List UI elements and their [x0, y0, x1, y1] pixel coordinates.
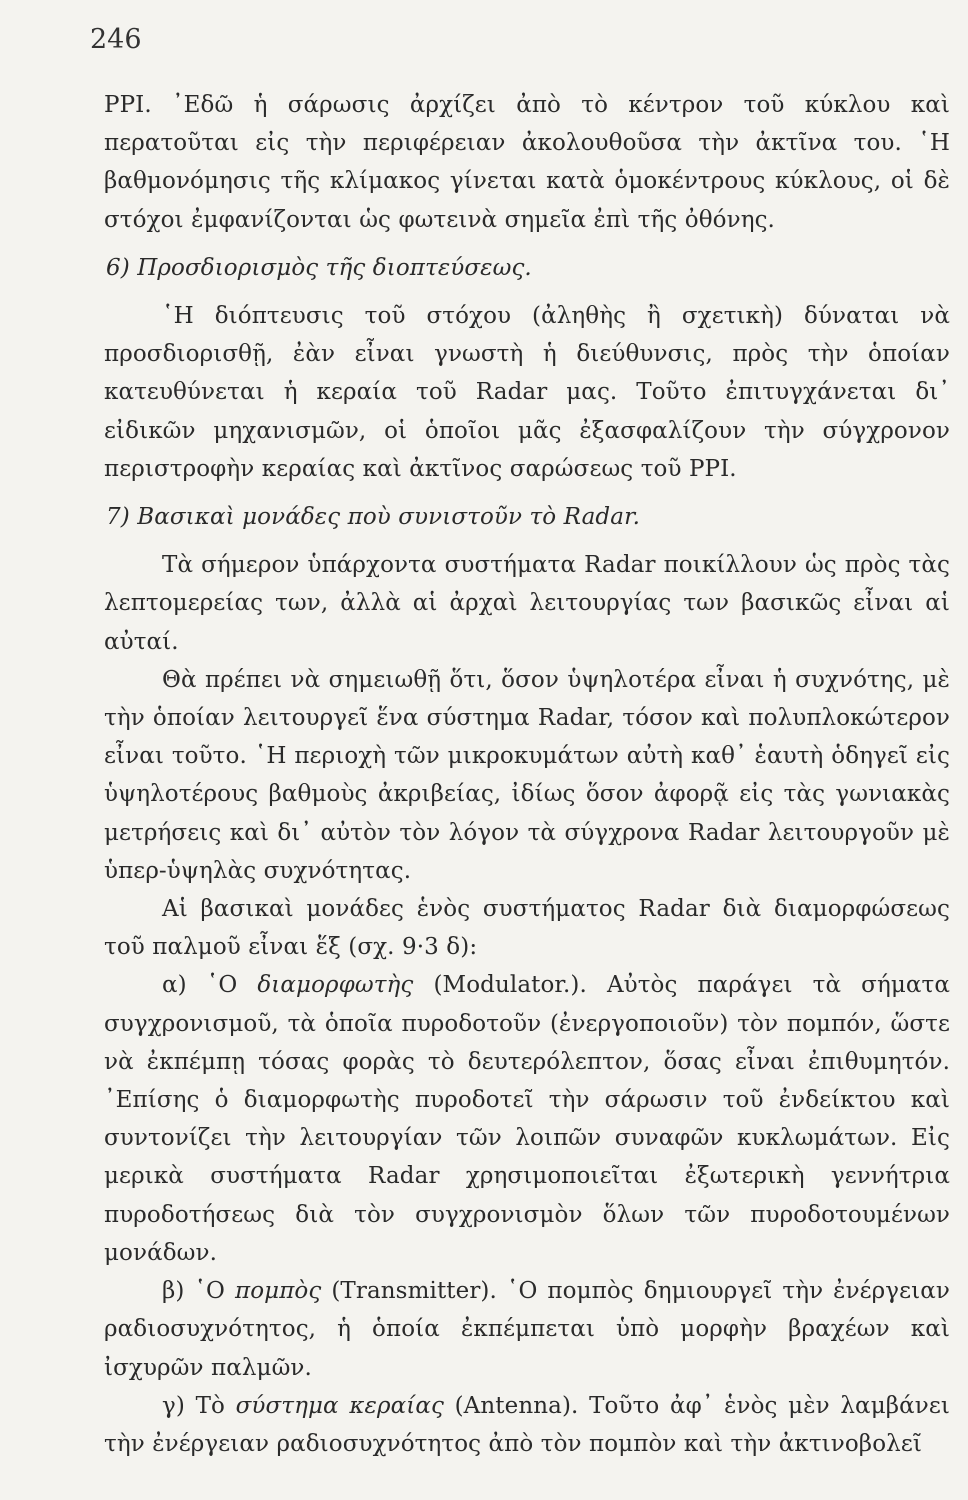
body-text [104, 86, 950, 1463]
section-heading-6: 6) Προσδιορισμὸς τῆς διοπτεύσεως. [106, 254, 532, 281]
item-text: (Transmitter). ῾Ο πομπὸς δημιουργεῖ τὴν ἐνέργειαν ραδιοσυχνότητος, ἡ ὁποία ἐκπέμπεται ὑπὸ μορφὴν βραχέων καὶ ἰσχυρῶν παλμῶν. [104, 1278, 950, 1381]
list-item-modulator [104, 966, 950, 1272]
paragraph-ppi: PPI. ᾿Εδῶ ἡ σάρωσις ἀρχίζει ἀπὸ τὸ κέντρον τοῦ κύκλου καὶ περατοῦται εἰς τὴν περιφέρειαν ἀκολουθοῦσα τὴν ἀκτῖνα του. ῾Η βαθμονόμησις τῆς κλίμακος γίνεται κατὰ ὁμοκέντρους κύκλους, οἱ δὲ στόχοι ἐμφανίζονται ὡς φωτεινὰ σημεῖα ἐπὶ τῆς ὀθόνης. [104, 92, 950, 233]
page-number: 246 [90, 24, 142, 55]
item-label: α) ῾Ο [162, 972, 258, 999]
item-term: διαμορφωτὴς [257, 972, 414, 999]
item-label: β) ῾Ο [162, 1278, 235, 1305]
paragraph-bearing: ῾Η διόπτευσις τοῦ στόχου (ἀληθὴς ἢ σχετικὴ) δύναται νὰ προσδιορισθῇ, ἐὰν εἶναι γνωστὴ ἡ διεύθυνσις, πρὸς τὴν ὁποίαν κατευθύνεται ἡ κεραία τοῦ Radar μας. Τοῦτο ἐπιτυγχάνεται δι᾿ εἰδικῶν μηχανισμῶν, οἱ ὁποῖοι μᾶς ἐξασφαλίζουν τὴν σύγχρονον περιστροφὴν κεραίας καὶ ἀκτῖνος σαρώσεως τοῦ PPI. [104, 303, 950, 482]
list-item-antenna [104, 1387, 950, 1463]
paragraph-frequency: Θὰ πρέπει νὰ σημειωθῇ ὅτι, ὅσον ὑψηλοτέρα εἶναι ἡ συχνότης, μὲ τὴν ὁποίαν λειτουργεῖ ἕνα σύστημα Radar, τόσον καὶ πολυπλοκώτερον εἶναι τοῦτο. ῾Η περιοχὴ τῶν μικροκυμάτων αὐτὴ καθ᾿ ἑαυτὴ ὁδηγεῖ εἰς ὑψηλοτέρους βαθμοὺς ἀκριβείας, ἰδίως ὅσον ἀφορᾷ εἰς τὰς γωνιακὰς μετρήσεις καὶ δι᾿ αὐτὸν τὸν λόγον τὰ σύγχρονα Radar λειτουργοῦν μὲ ὑπερ-ὑψηλὰς συχνότητας. [104, 666, 950, 884]
item-term: πομπὸς [235, 1278, 322, 1305]
item-text: (Antenna). Τοῦτο ἀφ᾿ ἑνὸς μὲν λαμβάνει τὴν ἐνέργειαν ραδιοσυχνότητος ἀπὸ τὸν πομπὸν καὶ τὴν ἀκτινοβολεῖ [104, 1392, 950, 1457]
item-label: γ) Τὸ [162, 1392, 236, 1419]
paragraph-systems: Τὰ σήμερον ὑπάρχοντα συστήματα Radar ποικίλλουν ὡς πρὸς τὰς λεπτομερείας των, ἀλλὰ αἱ ἀρχαὶ λειτουργίας των βασικῶς εἶναι αἱ αὐταί. [104, 552, 950, 655]
item-text: (Modulator.). Αὐτὸς παράγει τὰ σήματα συγχρονισμοῦ, τὰ ὁποῖα πυροδοτοῦν (ἐνεργοποιοῦν) τὸν πομπόν, ὥστε νὰ ἐκπέμπῃ τόσας φορὰς τὸ δευτερόλεπτον, ὅσας εἶναι ἐπιθυμητόν. ᾿Επίσης ὁ διαμορφωτὴς πυροδοτεῖ τὴν σάρωσιν τοῦ ἐνδείκτου καὶ συντονίζει τὴν λειτουργίαν τῶν λοιπῶν συναφῶν κυκλωμάτων. Εἰς μερικὰ συστήματα Radar χρησιμοποιεῖται ἐξωτερικὴ γεννήτρια πυροδοτήσεως διὰ τὸν συγχρονισμὸν ὅλων τῶν πυροδοτουμένων μονάδων. [104, 972, 950, 1266]
section-heading-7: 7) Βασικαὶ μονάδες ποὺ συνιστοῦν τὸ Radar. [106, 504, 641, 531]
item-term: σύστημα κεραίας [235, 1392, 444, 1419]
paragraph-units: Αἱ βασικαὶ μονάδες ἑνὸς συστήματος Radar διὰ διαμορφώσεως τοῦ παλμοῦ εἶναι ἕξ (σχ. 9·3 δ): [104, 896, 950, 961]
list-item-transmitter [104, 1272, 950, 1387]
